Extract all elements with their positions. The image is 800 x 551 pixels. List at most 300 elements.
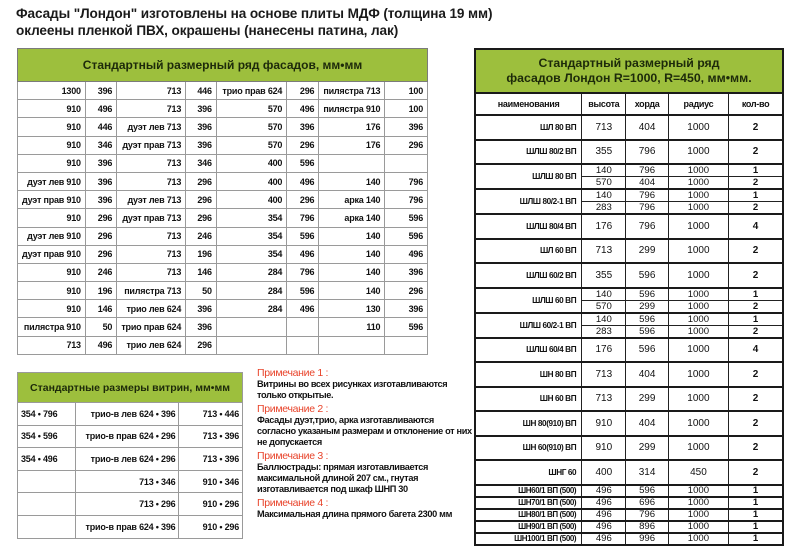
note-title: Примечание 1 : bbox=[257, 367, 329, 379]
facades-table-cell: трио прав 624 bbox=[216, 82, 286, 100]
facades-table-cell: 196 bbox=[85, 282, 116, 300]
radius-table-item-name: ШНГ 60 bbox=[475, 460, 582, 485]
facades-table-cell: 140 bbox=[319, 227, 385, 245]
radius-value: 1000 bbox=[668, 338, 728, 363]
note-title: Примечание 3 : bbox=[257, 450, 329, 462]
radius-table-row bbox=[475, 239, 783, 264]
facades-table-cell bbox=[385, 154, 428, 172]
chord-value: 404 bbox=[626, 177, 668, 190]
vitrines-table-row bbox=[18, 448, 243, 471]
note-title: Примечание 4 : bbox=[257, 497, 329, 509]
facades-table-cell: 296 bbox=[385, 282, 428, 300]
height-value: 355 bbox=[582, 140, 626, 165]
facades-table-cell: трио прав 624 bbox=[117, 318, 186, 336]
facades-table-cell: 496 bbox=[287, 300, 319, 318]
radius-value: 1000 bbox=[668, 521, 728, 533]
facades-table-cell: 296 bbox=[186, 209, 217, 227]
quantity-value: 1 bbox=[729, 521, 783, 533]
facades-table-cell: 596 bbox=[385, 227, 428, 245]
facades-size-table bbox=[17, 48, 428, 355]
facades-table-cell: 110 bbox=[319, 318, 385, 336]
radius-value: 1000 bbox=[668, 509, 728, 521]
quantity-value: 1 bbox=[729, 533, 783, 545]
facades-table-cell: 130 bbox=[319, 300, 385, 318]
height-value: 140 bbox=[582, 164, 626, 177]
radius-value: 1000 bbox=[668, 485, 728, 497]
facades-table-cell: 713 bbox=[117, 154, 186, 172]
quantity-value: 2 bbox=[729, 202, 783, 215]
radius-value: 1000 bbox=[668, 313, 728, 326]
radius-value: 1000 bbox=[668, 115, 728, 140]
radius-table-item-name: ШН 60 ВП bbox=[475, 387, 582, 412]
facades-table-row bbox=[18, 154, 428, 172]
facades-table-cell: арка 140 bbox=[319, 191, 385, 209]
facades-table-row bbox=[18, 100, 428, 118]
facades-table-cell: 496 bbox=[287, 172, 319, 190]
facades-table-cell: 296 bbox=[287, 82, 319, 100]
facades-table-cell: 713 bbox=[117, 245, 186, 263]
height-value: 176 bbox=[582, 338, 626, 363]
quantity-value: 1 bbox=[729, 288, 783, 301]
radius-table-row bbox=[475, 460, 783, 485]
facades-table-cell: 596 bbox=[385, 318, 428, 336]
vitrines-size-table bbox=[17, 372, 243, 539]
facades-table-cell: 446 bbox=[85, 118, 116, 136]
facades-table-cell: 246 bbox=[186, 227, 217, 245]
radius-value: 1000 bbox=[668, 325, 728, 338]
radius-table-item-name: ШН80/1 ВП (500) bbox=[475, 509, 582, 521]
radius-table-row bbox=[475, 338, 783, 363]
chord-value: 796 bbox=[626, 140, 668, 165]
facades-table-row bbox=[18, 282, 428, 300]
quantity-value: 2 bbox=[729, 325, 783, 338]
facades-table-cell: 140 bbox=[319, 282, 385, 300]
chord-value: 896 bbox=[626, 521, 668, 533]
chord-value: 996 bbox=[626, 533, 668, 545]
vitrines-table-cell: 910 • 296 bbox=[179, 515, 243, 538]
radius-table-item-name: ШН60/1 ВП (500) bbox=[475, 485, 582, 497]
radius-table-row bbox=[475, 288, 783, 301]
radius-table-item-name: ШН 60(910) ВП bbox=[475, 436, 582, 461]
height-value: 400 bbox=[582, 460, 626, 485]
facades-table-cell: дуэт лев 713 bbox=[117, 191, 186, 209]
radius-value: 1000 bbox=[668, 533, 728, 545]
radius-value: 1000 bbox=[668, 300, 728, 313]
facades-table-cell: 910 bbox=[18, 100, 86, 118]
facades-table-cell: 400 bbox=[216, 154, 286, 172]
facades-table-cell: 910 bbox=[18, 209, 86, 227]
title-line-1: Фасады "Лондон" изготовлены на основе плиты МДФ (толщина 19 мм) bbox=[16, 6, 493, 21]
facades-table-cell: 396 bbox=[186, 300, 217, 318]
facades-table-cell: 354 bbox=[216, 227, 286, 245]
facades-table-cell: 910 bbox=[18, 154, 86, 172]
vitrines-table-cell: 354 • 596 bbox=[18, 425, 76, 448]
height-value: 283 bbox=[582, 325, 626, 338]
chord-value: 696 bbox=[626, 497, 668, 509]
facades-table-cell: 400 bbox=[216, 191, 286, 209]
facades-table-cell bbox=[216, 318, 286, 336]
radius-table-item-name: ШЛ 60 ВП bbox=[475, 239, 582, 264]
vitrines-table-cell: трио-в лев 624 • 396 bbox=[75, 403, 179, 426]
height-value: 570 bbox=[582, 177, 626, 190]
quantity-value: 1 bbox=[729, 485, 783, 497]
chord-value: 796 bbox=[626, 202, 668, 215]
height-value: 910 bbox=[582, 436, 626, 461]
quantity-value: 2 bbox=[729, 115, 783, 140]
column-header-radius: радиус bbox=[668, 93, 728, 115]
radius-table-item-name: ШЛШ 60/4 ВП bbox=[475, 338, 582, 363]
column-header-height: высота bbox=[582, 93, 626, 115]
facades-table-row bbox=[18, 82, 428, 100]
radius-table-row bbox=[475, 533, 783, 545]
vitrines-table-cell: 713 • 296 bbox=[75, 493, 179, 516]
vitrines-table-cell bbox=[18, 515, 76, 538]
height-value: 910 bbox=[582, 411, 626, 436]
quantity-value: 4 bbox=[729, 338, 783, 363]
chord-value: 404 bbox=[626, 115, 668, 140]
radius-table-item-name: ШН90/1 ВП (500) bbox=[475, 521, 582, 533]
chord-value: 299 bbox=[626, 239, 668, 264]
radius-value: 450 bbox=[668, 460, 728, 485]
radius-value: 1000 bbox=[668, 497, 728, 509]
note-body: Фасады дуэт,трио, арка изготавливаются согласно указаным размерам и отклонение от них не допускается bbox=[257, 415, 472, 447]
facades-table-cell: 296 bbox=[287, 136, 319, 154]
radius-table-row bbox=[475, 313, 783, 326]
height-value: 140 bbox=[582, 189, 626, 202]
facades-table-cell: 296 bbox=[85, 245, 116, 263]
facades-table-cell bbox=[319, 336, 385, 354]
facades-table-cell: 396 bbox=[186, 118, 217, 136]
facades-table-cell: 346 bbox=[85, 136, 116, 154]
facades-table-row bbox=[18, 136, 428, 154]
facades-table-cell: 596 bbox=[287, 227, 319, 245]
quantity-value: 2 bbox=[729, 300, 783, 313]
facades-table-cell: пилястра 713 bbox=[319, 82, 385, 100]
facades-table-cell: 596 bbox=[287, 154, 319, 172]
facades-table-cell: 596 bbox=[287, 282, 319, 300]
facades-table-cell: 176 bbox=[319, 118, 385, 136]
vitrines-table-cell: трио-в прав 624 • 396 bbox=[75, 515, 179, 538]
radius-table-header bbox=[475, 49, 783, 93]
facades-table-cell bbox=[287, 336, 319, 354]
facades-table-cell: 396 bbox=[385, 300, 428, 318]
facades-table-cell: 396 bbox=[85, 172, 116, 190]
facades-table-cell: дуэт прав 713 bbox=[117, 136, 186, 154]
height-value: 355 bbox=[582, 263, 626, 288]
radius-value: 1000 bbox=[668, 239, 728, 264]
chord-value: 596 bbox=[626, 313, 668, 326]
facades-table-cell: дуэт лев 910 bbox=[18, 172, 86, 190]
note-body: Витрины во всех рисунках изготавливаются только открытые. bbox=[257, 379, 448, 400]
vitrines-table-cell bbox=[18, 493, 76, 516]
quantity-value: 1 bbox=[729, 189, 783, 202]
facades-table-cell: 296 bbox=[287, 191, 319, 209]
height-value: 283 bbox=[582, 202, 626, 215]
facades-table-cell: 496 bbox=[85, 100, 116, 118]
facades-table-row bbox=[18, 227, 428, 245]
facades-table-cell: пилястра 713 bbox=[117, 282, 186, 300]
facades-table-cell: 910 bbox=[18, 118, 86, 136]
chord-value: 796 bbox=[626, 509, 668, 521]
facades-table-cell: 713 bbox=[117, 100, 186, 118]
column-header-chord: хорда bbox=[626, 93, 668, 115]
facades-table-cell: 496 bbox=[85, 336, 116, 354]
radius-table-item-name: ШЛ 80 ВП bbox=[475, 115, 582, 140]
facades-table-cell: 50 bbox=[85, 318, 116, 336]
vitrines-table-cell: 910 • 346 bbox=[179, 470, 243, 493]
radius-table-row bbox=[475, 140, 783, 165]
radius-table-item-name: ШЛШ 80/2-1 ВП bbox=[475, 189, 582, 214]
radius-table-item-name: ШН100/1 ВП (500) bbox=[475, 533, 582, 545]
facades-table-cell: 296 bbox=[385, 136, 428, 154]
facades-table-cell: 496 bbox=[287, 100, 319, 118]
facades-table-cell: 396 bbox=[85, 191, 116, 209]
chord-value: 404 bbox=[626, 362, 668, 387]
facades-table-cell: 1300 bbox=[18, 82, 86, 100]
radius-value: 1000 bbox=[668, 214, 728, 239]
facades-table-cell: 396 bbox=[186, 100, 217, 118]
radius-value: 1000 bbox=[668, 387, 728, 412]
height-value: 713 bbox=[582, 239, 626, 264]
facades-table-cell: 796 bbox=[287, 209, 319, 227]
facades-table-header: Стандартный размерный ряд фасадов, мм•мм bbox=[18, 49, 428, 82]
radius-table-row bbox=[475, 164, 783, 177]
radius-table-item-name: ШН 80(910) ВП bbox=[475, 411, 582, 436]
vitrines-table-cell: 910 • 296 bbox=[179, 493, 243, 516]
facades-table-cell: 713 bbox=[117, 172, 186, 190]
note-body: Баллюстрады: прямая изготавливается максимальной длиной 207 см., гнутая изготавливается под шкаф ШНП 30 bbox=[257, 462, 428, 494]
facades-table-cell bbox=[385, 336, 428, 354]
radius-table-header-line-2: фасадов Лондон R=1000, R=450, мм•мм. bbox=[506, 71, 752, 85]
vitrines-table-cell: 354 • 796 bbox=[18, 403, 76, 426]
facades-table-cell: дуэт прав 713 bbox=[117, 209, 186, 227]
note-body: Максимальная длина прямого багета 2300 мм bbox=[257, 509, 453, 519]
vitrines-table-cell: 713 • 396 bbox=[179, 425, 243, 448]
height-value: 570 bbox=[582, 300, 626, 313]
quantity-value: 2 bbox=[729, 387, 783, 412]
radius-value: 1000 bbox=[668, 177, 728, 190]
facades-table-cell: 146 bbox=[85, 300, 116, 318]
column-header-quantity: кол-во bbox=[729, 93, 783, 115]
vitrines-table-cell: 354 • 496 bbox=[18, 448, 76, 471]
facades-table-row bbox=[18, 191, 428, 209]
facades-table-cell bbox=[319, 154, 385, 172]
chord-value: 596 bbox=[626, 263, 668, 288]
facades-table-cell: 396 bbox=[186, 136, 217, 154]
facades-table-cell: 354 bbox=[216, 209, 286, 227]
vitrines-table-row bbox=[18, 425, 243, 448]
radius-table-item-name: ШН 80 ВП bbox=[475, 362, 582, 387]
facades-table-cell: пилястра 910 bbox=[18, 318, 86, 336]
chord-value: 299 bbox=[626, 387, 668, 412]
chord-value: 796 bbox=[626, 214, 668, 239]
vitrines-table-cell bbox=[18, 470, 76, 493]
facades-table-cell: трио лев 624 bbox=[117, 300, 186, 318]
facades-table-row bbox=[18, 336, 428, 354]
facades-table-cell: дуэт прав 910 bbox=[18, 191, 86, 209]
facades-table-cell: 910 bbox=[18, 263, 86, 281]
facades-table-cell: 296 bbox=[85, 209, 116, 227]
facades-table-row bbox=[18, 172, 428, 190]
facades-table-cell: 796 bbox=[287, 263, 319, 281]
chord-value: 299 bbox=[626, 436, 668, 461]
height-value: 713 bbox=[582, 115, 626, 140]
facades-table-cell: 910 bbox=[18, 136, 86, 154]
facades-table-cell: дуэт прав 910 bbox=[18, 245, 86, 263]
radius-value: 1000 bbox=[668, 164, 728, 177]
quantity-value: 2 bbox=[729, 140, 783, 165]
radius-value: 1000 bbox=[668, 140, 728, 165]
chord-value: 596 bbox=[626, 485, 668, 497]
quantity-value: 1 bbox=[729, 164, 783, 177]
facades-table-cell: 396 bbox=[287, 118, 319, 136]
chord-value: 796 bbox=[626, 164, 668, 177]
facades-table-cell: 596 bbox=[385, 209, 428, 227]
facades-table-cell: 100 bbox=[385, 82, 428, 100]
facades-table-row bbox=[18, 300, 428, 318]
facades-table-cell: 176 bbox=[319, 136, 385, 154]
radius-table-row bbox=[475, 509, 783, 521]
radius-table-item-name: ШН70/1 ВП (500) bbox=[475, 497, 582, 509]
vitrines-table-row bbox=[18, 493, 243, 516]
facades-table-cell: 396 bbox=[385, 118, 428, 136]
facades-table-cell: 570 bbox=[216, 136, 286, 154]
facades-table-cell: 713 bbox=[18, 336, 86, 354]
facades-table-cell: 570 bbox=[216, 100, 286, 118]
facades-table-cell: дуэт лев 713 bbox=[117, 118, 186, 136]
facades-table-cell: арка 140 bbox=[319, 209, 385, 227]
height-value: 496 bbox=[582, 497, 626, 509]
chord-value: 299 bbox=[626, 300, 668, 313]
radius-table-header-line-1: Стандартный размерный ряд bbox=[538, 56, 720, 70]
radius-value: 1000 bbox=[668, 189, 728, 202]
chord-value: 596 bbox=[626, 325, 668, 338]
facades-table-cell: 713 bbox=[117, 227, 186, 245]
facades-table-cell: 296 bbox=[85, 227, 116, 245]
facades-table-cell: 146 bbox=[186, 263, 217, 281]
vitrines-table-header: Стандартные размеры витрин, мм•мм bbox=[18, 373, 243, 403]
facades-table-row bbox=[18, 209, 428, 227]
radius-facades-table bbox=[474, 48, 784, 546]
quantity-value: 2 bbox=[729, 411, 783, 436]
chord-value: 596 bbox=[626, 338, 668, 363]
radius-value: 1000 bbox=[668, 411, 728, 436]
quantity-value: 2 bbox=[729, 263, 783, 288]
facades-table-cell: 396 bbox=[385, 263, 428, 281]
radius-value: 1000 bbox=[668, 263, 728, 288]
height-value: 140 bbox=[582, 288, 626, 301]
quantity-value: 1 bbox=[729, 497, 783, 509]
vitrines-table-row bbox=[18, 515, 243, 538]
radius-table-row bbox=[475, 497, 783, 509]
facades-table-cell: 713 bbox=[117, 263, 186, 281]
facades-table-row bbox=[18, 245, 428, 263]
height-value: 176 bbox=[582, 214, 626, 239]
radius-table-row bbox=[475, 411, 783, 436]
facades-table-cell bbox=[287, 318, 319, 336]
radius-table-row bbox=[475, 214, 783, 239]
radius-table-row bbox=[475, 521, 783, 533]
facades-table-cell: 496 bbox=[385, 245, 428, 263]
radius-table-item-name: ШЛШ 80 ВП bbox=[475, 164, 582, 189]
facades-table-cell: 196 bbox=[186, 245, 217, 263]
chord-value: 404 bbox=[626, 411, 668, 436]
vitrines-table-row bbox=[18, 403, 243, 426]
facades-table-row bbox=[18, 318, 428, 336]
quantity-value: 2 bbox=[729, 436, 783, 461]
radius-table-item-name: ШЛШ 60/2 ВП bbox=[475, 263, 582, 288]
radius-table-row bbox=[475, 362, 783, 387]
quantity-value: 1 bbox=[729, 313, 783, 326]
facades-table-cell: 284 bbox=[216, 300, 286, 318]
facades-table-cell: 296 bbox=[186, 172, 217, 190]
vitrines-table-cell: 713 • 396 bbox=[179, 448, 243, 471]
radius-value: 1000 bbox=[668, 288, 728, 301]
height-value: 496 bbox=[582, 521, 626, 533]
facades-table-row bbox=[18, 263, 428, 281]
height-value: 496 bbox=[582, 485, 626, 497]
radius-table-item-name: ШЛШ 60 ВП bbox=[475, 288, 582, 313]
facades-table-cell: 140 bbox=[319, 172, 385, 190]
facades-table-cell: дуэт лев 910 bbox=[18, 227, 86, 245]
radius-value: 1000 bbox=[668, 202, 728, 215]
facades-table-cell: 396 bbox=[186, 318, 217, 336]
height-value: 140 bbox=[582, 313, 626, 326]
facades-table-cell: 713 bbox=[117, 82, 186, 100]
note-title: Примечание 2 : bbox=[257, 403, 329, 415]
facades-table-cell: 346 bbox=[186, 154, 217, 172]
facades-table-cell: 400 bbox=[216, 172, 286, 190]
facades-table-cell: 284 bbox=[216, 263, 286, 281]
quantity-value: 2 bbox=[729, 362, 783, 387]
facades-table-cell: 396 bbox=[85, 82, 116, 100]
chord-value: 596 bbox=[626, 288, 668, 301]
vitrines-table-cell: 713 • 346 bbox=[75, 470, 179, 493]
facades-table-cell: 446 bbox=[186, 82, 217, 100]
facades-table-cell: 354 bbox=[216, 245, 286, 263]
radius-value: 1000 bbox=[668, 436, 728, 461]
facades-table-cell: 296 bbox=[186, 336, 217, 354]
facades-table-cell: 246 bbox=[85, 263, 116, 281]
radius-table-item-name: ШЛШ 60/2-1 ВП bbox=[475, 313, 582, 338]
facades-table-cell: 796 bbox=[385, 172, 428, 190]
chord-value: 314 bbox=[626, 460, 668, 485]
facades-table-cell: 100 bbox=[385, 100, 428, 118]
document-title bbox=[16, 5, 536, 39]
facades-table-cell: 140 bbox=[319, 263, 385, 281]
facades-table-cell: 496 bbox=[287, 245, 319, 263]
facades-table-cell: 296 bbox=[186, 191, 217, 209]
chord-value: 796 bbox=[626, 189, 668, 202]
vitrines-table-cell: трио-в лев 624 • 296 bbox=[75, 448, 179, 471]
facades-table-row bbox=[18, 118, 428, 136]
facades-table-cell: 140 bbox=[319, 245, 385, 263]
facades-table-cell: 910 bbox=[18, 300, 86, 318]
radius-table-row bbox=[475, 115, 783, 140]
radius-table-item-name: ШЛШ 80/2 ВП bbox=[475, 140, 582, 165]
radius-table-column-headers bbox=[475, 93, 783, 115]
vitrines-table-cell: 713 • 446 bbox=[179, 403, 243, 426]
quantity-value: 1 bbox=[729, 509, 783, 521]
facades-table-cell bbox=[216, 336, 286, 354]
quantity-value: 2 bbox=[729, 460, 783, 485]
vitrines-table-cell: трио-в прав 624 • 296 bbox=[75, 425, 179, 448]
facades-table-cell: пилястра 910 bbox=[319, 100, 385, 118]
notes-section bbox=[257, 367, 472, 522]
height-value: 496 bbox=[582, 509, 626, 521]
facades-table-cell: 570 bbox=[216, 118, 286, 136]
quantity-value: 4 bbox=[729, 214, 783, 239]
